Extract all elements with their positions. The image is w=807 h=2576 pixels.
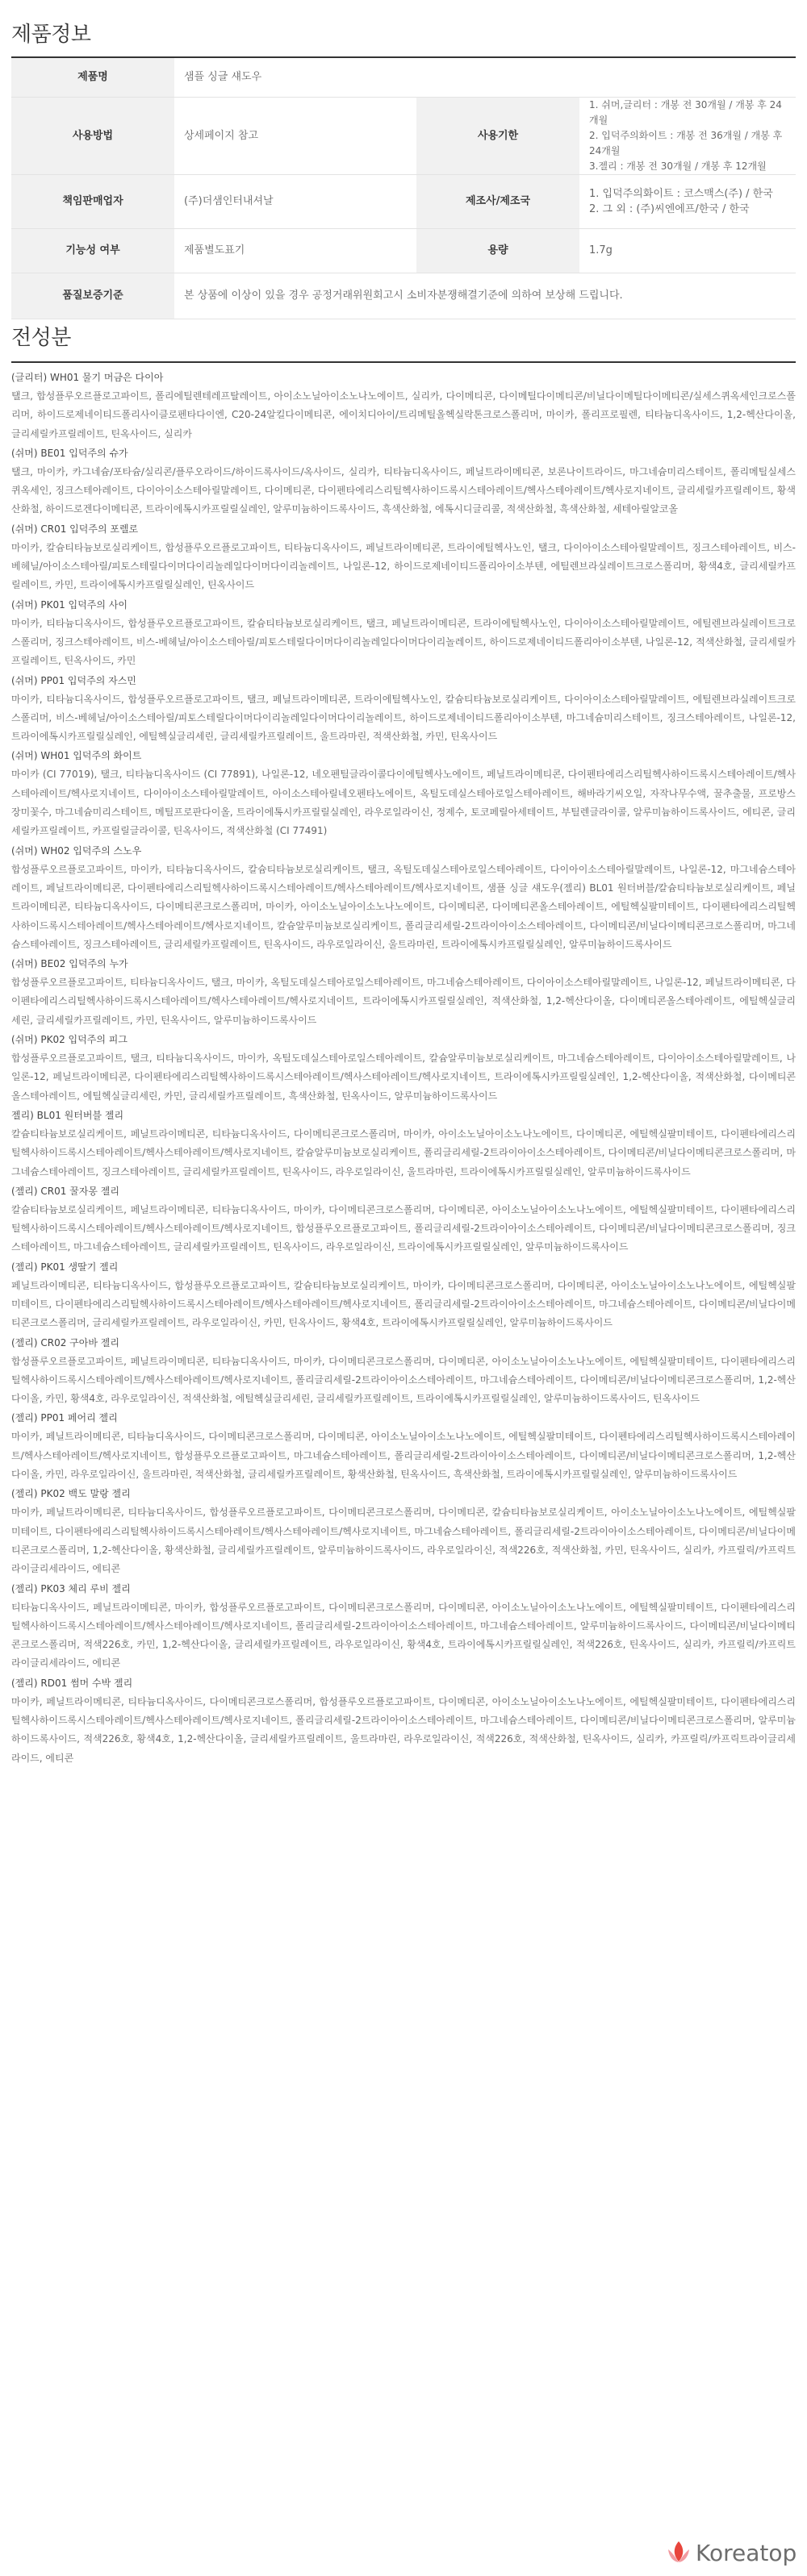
ingredient-text: 마이카, 칼슘티타늄보로실리케이트, 합성플루오르플로고파이트, 티타늄디옥사이드, 페닐트라이메티콘, 트라이에틸헥사노인, 탤크, 다이아이소스테아릴말레이트, 징크스테아레이트, 비스-베헤닐/아이소스테아릴/피토스테릴다이머다이리놀레일다이머다이리놀레이트, 나일론-12, 하이드로제네이티드폴리아이소부텐, 에틸렌브라실레이트크로스폴리머, 황색4호, 글리세릴카프릴레이트, 카민, 트라이에톡시카프릴릴실레인, 틴옥사이드 [11,541,796,591]
ingredient-text: 마이카 (CI 77019), 탤크, 티타늄디옥사이드 (CI 77891), 나일론-12, 네오펜틸글라이콜다이에틸헥사노에이트, 페닐트라이메티콘, 다이펜타에리스리틸헥사하이드록시스테아레이트/헥사스테아레이트/헥사로지네이트, 다이아이소스테아릴말레이트, 아이소스테아릴네오펜타노에이트, 옥틸도데실스테아로일스테아레이트, 해바라기씨오일, 자작나무수액, 꿀추출물, 프로방스장미꽃수, 마그네슘미리스테이트, 메틸프로판다이올, 트라이에톡시카프릴릴실레인, 라우로일라이신, 정제수, 토코페릴아세테이트, 부틸렌글라이콜, 알루미늄하이드록사이드, 에티콘, 글리세릴카프릴레이트, 카프릴릴글라이콜, 틴옥사이드, 적색산화철 (CI 77491) [11,769,796,837]
ingredient-text: 티타늄디옥사이드, 페닐트라이메티콘, 마이카, 합성플루오르플로고파이트, 다이메티콘크로스폴리머, 다이메티콘, 아이소노닐아이소노나노에이트, 에틸헥실팔미테이트, 다이펜타에리스리틸헥사하이드록시스테아레이트/헥사스테아레이트/헥사로지네이트, 폴리글리세릴-2트라이아이소스테아레이트, 마그네슘스테아레이트, 알루미늄하이드록사이드, 다이메티콘/비닐다이메티콘크로스폴리머, 적색226호, 카민, 1,2-헥산다이올, 글리세릴카프릴레이트, 라우로일라이신, 황색4호, 트라이에톡시카프릴릴실레인, 적색226호, 틴옥사이드, 실리카, 카프릴릭/카프릭트라이글리세라이드, 에티콘 [11,1601,796,1669]
ingredient-block [11,841,796,954]
ingredient-block [11,746,796,840]
ingredient-block [11,954,796,1030]
ingredient-block [11,1182,796,1257]
info-value-line: 제품별도표기 [184,244,245,256]
ingredient-text: 합성플루오르플로고파이트, 마이카, 티타늄디옥사이드, 칼슘티타늄보로실리케이트, 탤크, 옥틸도데실스테아로일스테아레이트, 다이아이소스테아릴말레이트, 나일론-12, 마그네슘스테아레이트, 페닐트라이메티콘, 다이펜타에리스리틸헥사하이드록시스테아레이트/헥사스테아레이트/헥사로지네이트, 샘플 싱글 섀도우(젤리) BL01 원터버블/칼슘티타늄보로실리케이트, 페닐트라이메티콘, 티타늄디옥사이드, 다이메티콘크로스폴리머, 마이카, 아이소노닐아이소노나노에이트, 다이메티콘, 다이메티콘올스테아레이트, 에틸헥실팔미테이트, 다이펜타에리스리틸헥사하이드록시스테아레이트/헥사스테아레이트/헥사로지네이트, 칼슘알루미늄보로실리케이트, 폴리글리세릴-2트라이아이소스테아레이트, 다이메티콘/비닐다이메티콘크로스폴리머, 마그네슘스테아레이트, 징크스테아레이트, 글리세릴카프릴레이트, 틴옥사이드, 라우로일라이신, 울트라마린, 트라이에톡시카프릴릴실레인, 알루미늄하이드록사이드 [11,863,796,950]
ingredient-shade-name: (젤리) RD01 썸머 수박 젤리 [11,1677,133,1689]
info-value-line: 3.젤리 : 개봉 전 30개월 / 개봉 후 12개월 [589,160,767,172]
ingredient-text: 합성플루오르플로고파이트, 티타늄디옥사이드, 탤크, 마이카, 옥틸도데실스테아로일스테아레이트, 마그네슘스테아레이트, 다이아이소스테아릴말레이트, 나일론-12, 페닐트라이메티콘, 다이펜타에리스리틸헥사하이드록시스테아레이트/헥사스테아레이트/헥사로지네이트, 트라이에톡시카프릴릴실레인, 적색산화철, 1,2-헥산다이올, 다이메티콘올스테아레이트, 에틸헥실글리세린, 글리세릴카프릴레이트, 카민, 틴옥사이드, 알루미늄하이드록사이드 [11,977,796,1026]
ingredient-block [11,1030,796,1106]
info-value-line: (주)더샘인터내셔날 [184,195,274,207]
info-value [174,273,796,319]
logo-wordmark: Koreatop [696,2539,797,2566]
ingredient-block [11,1674,796,1768]
ingredient-text: 칼슘티타늄보로실리케이트, 페닐트라이메티콘, 티타늄디옥사이드, 마이카, 다이메티콘크로스폴리머, 다이메티콘, 아이소노닐아이소노나노에이트, 에틸헥실팔미테이트, 다이펜타에리스리틸헥사하이드록시스테아레이트/헥사스테아레이트/헥사로지네이트, 합성플루오르플로고파이트, 폴리글리세릴-2트라이아이소스테아레이트, 다이메티콘/비닐다이메티콘크로스폴리머, 징크스테아레이트, 마그네슘스테아레이트, 글리세릴카프릴레이트, 틴옥사이드, 라우로일라이신, 트라이에톡시카프릴릴실레인, 알루미늄하이드록사이드 [11,1203,796,1253]
ingredient-text: 탤크, 마이카, 카그네슘/포타슘/실리콘/플루오라이드/하이드록사이드/옥사이드, 실리카, 티타늄디옥사이드, 페닐트라이메티콘, 보론나이트라이드, 마그네슘미리스테이트, 폴리메틸실세스퀴옥세인, 징크스테아레이트, 다이아이소스테아릴말레이트, 다이메티콘, 다이펜타에리스리틸헥사하이드록시스테아레이트/헥사스테아레이트/헥사로지네이트, 글리세릴카프릴레이트, 황색산화철, 하이드로겐다이메티콘, 트라이에톡시카프릴릴실레인, 알루미늄하이드록사이드, 흑색산화철, 에톡시디글리콜, 적색산화철, 흑색산화철, 세테아릴알코올 [11,465,796,515]
ingredient-block [11,1333,796,1409]
info-value-line: 본 상품에 이상이 있을 경우 공정거래위원회고시 소비자분쟁해결기준에 의하여 보상해 드립니다. [184,290,623,302]
product-info-title: 제품정보 [11,23,91,47]
info-label: 제품명 [11,58,174,97]
info-value [174,228,416,273]
info-value-line: 1. 입덕주의화이트 : 코스맥스(주) / 한국 [589,187,773,200]
info-value-line: 1. 쉬머,글리터 : 개봉 전 30개월 / 개봉 후 24개월 [589,98,782,126]
ingredient-text: 마이카, 페닐트라이메티콘, 티타늄디옥사이드, 합성플루오르플로고파이트, 다이메티콘크로스폴리머, 다이메티콘, 칼슘티타늄보로실리케이트, 아이소노닐아이소노나노에이트, 에틸헥실팔미테이트, 다이펜타에리스리틸헥사하이드록시스테아레이트/헥사스테아레이트/헥사로지네이트, 마그네슘스테아레이트, 폴리글리세릴-2트라이아이소스테아레이트, 다이메티콘/비닐다이메티콘크로스폴리머, 1,2-헥산다이올, 황색산화철, 글리세릴카프릴레이트, 알루미늄하이드록사이드, 라우로일라이신, 적색226호, 적색산화철, 카민, 틴옥사이드, 실리카, 카프릴릭/카프릭트라이글리세라이드, 에티콘 [11,1507,796,1575]
ingredient-text: 마이카, 페닐트라이메티콘, 티타늄디옥사이드, 다이메티콘크로스폴리머, 다이메티콘, 아이소노닐아이소노나노에이트, 에틸헥실팔미테이트, 다이펜타에리스리틸헥사하이드록시스테아레이트/헥사스테아레이트/헥사로지네이트, 합성플루오르플로고파이트, 마그네슘스테아레이트, 폴리글리세릴-2트라이아이소스테아레이트, 다이메티콘/비닐다이메티콘크로스폴리머, 1,2-헥산다이올, 카민, 라우로일라이신, 울트라마린, 적색산화철, 글리세릴카프릴레이트, 황색산화철, 틴옥사이드, 흑색산화철, 트라이에톡시카프릴릴실레인, 알루미늄하이드록사이드 [11,1431,796,1481]
ingredients-top-rule [11,361,796,363]
info-value [579,174,796,228]
info-value [579,228,796,273]
koreatop-logo [667,2539,797,2566]
ingredient-text: 합성플루오르플로고파이트, 탤크, 티타늄디옥사이드, 마이카, 옥틸도데실스테아로일스테아레이트, 칼슘알루미늄보로실리케이트, 마그네슘스테아레이트, 다이아이소스테아릴말레이트, 나일론-12, 페닐트라이메티콘, 다이펜타에리스리틸헥사하이드록시스테아레이트/헥사스테아레이트/헥사로지네이트, 트라이에톡시카프릴릴실레인, 1,2-헥산다이올, 적색산화철, 다이메티콘올스테아레이트, 에틸헥실글리세린, 카민, 글리세릴카프릴레이트, 흑색산화철, 틴옥사이드, 알루미늄하이드록사이드 [11,1052,796,1102]
ingredient-block [11,444,796,519]
ingredient-block [11,671,796,747]
ingredient-shade-name: (글리터) WH01 물기 머금은 다이아 [11,372,164,383]
info-value [174,97,416,174]
ingredient-shade-name: (젤리) PK01 생딸기 젤리 [11,1261,119,1273]
ingredient-shade-name: (쉬머) CR01 입덕주의 포렐로 [11,523,139,535]
ingredient-block [11,368,796,444]
ingredient-shade-name: (젤리) CR01 꿀자몽 젤리 [11,1185,119,1197]
ingredient-shade-name: (쉬머) BE01 입덕주의 슈가 [11,447,128,459]
info-label: 품질보증기준 [11,273,174,319]
info-label: 사용방법 [11,97,174,174]
ingredient-block [11,519,796,595]
info-value-line: 1.7g [589,244,613,256]
ingredient-text: 마이카, 페닐트라이메티콘, 티타늄디옥사이드, 다이메티콘크로스폴리머, 합성플루오르플로고파이트, 다이메티콘, 아이소노닐아이소노나노에이트, 에틸헥실팔미테이트, 다이펜타에리스리틸헥사하이드록시스테아레이트/헥사스테아레이트/헥사로지네이트, 폴리글리세릴-2트라이아이소스테아레이트, 마그네슘스테아레이트, 다이메티콘/비닐다이메티콘크로스폴리머, 알루미늄하이드록사이드, 적색226호, 황색4호, 1,2-헥산다이올, 글리세릴카프릴레이트, 울트라마린, 라우로일라이신, 적색226호, 적색산화철, 틴옥사이드, 실리카, 카프릴릭/카프릭트라이글리세라이드, 에티콘 [11,1695,796,1764]
info-row [11,273,796,319]
ingredient-shade-name: (쉬머) WH01 입덕주의 화이트 [11,750,142,762]
ingredient-shade-name: (젤리) PK02 백도 말랑 젤리 [11,1488,131,1500]
info-value [579,97,796,174]
info-label: 기능성 여부 [11,228,174,273]
info-row [11,228,796,273]
ingredient-shade-name: (쉬머) PP01 입덕주의 자스민 [11,674,136,686]
ingredient-text: 탤크, 합성플루오르플로고파이트, 폴리에틸렌테레프탈레이트, 아이소노닐아이소노나노에이트, 실리카, 다이메티콘, 다이메틸다이메티콘/비닐다이메틸다이메티콘/실세스퀴옥세인크로스폴리머, 하이드로제네이티드폴리사이클로펜타다이엔, C20-24알킬다이메티콘, 에이치디아이/트리메틸올헥실락톤크로스폴리머, 마이카, 폴리프로필렌, 티타늄디옥사이드, 1,2-헥산다이올, 글리세릴카프릴레이트, 틴옥사이드, 실리카 [11,390,796,440]
info-label: 용량 [416,228,579,273]
info-value [174,174,416,228]
ingredient-text: 합성플루오르플로고파이트, 페닐트라이메티콘, 티타늄디옥사이드, 마이카, 다이메티콘크로스폴리머, 다이메티콘, 아이소노닐아이소노나노에이트, 에틸헥실팔미테이트, 다이펜타에리스리틸헥사하이드록시스테아레이트/헥사스테아레이트/헥사로지네이트, 폴리글리세릴-2트라이아이소스테아레이트, 마그네슘스테아레이트, 다이메티콘/비닐다이메티콘크로스폴리머, 1,2-헥산다이올, 카민, 황색4호, 라우로일라이신, 적색산화철, 에틸헥실글리세린, 글리세릴카프릴레이트, 트라이에톡시카프릴릴실레인, 알루미늄하이드록사이드, 틴옥사이드 [11,1355,796,1405]
product-info-table [11,58,796,319]
ingredient-text: 마이카, 티타늄디옥사이드, 합성플루오르플로고파이트, 탤크, 페닐트라이메티콘, 트라이에틸헥사노인, 칼슘티타늄보로실리케이트, 다이아이소스테아릴말레이트, 에틸렌브라실레이트크로스폴리머, 비스-베헤닐/아이소스테아릴/피토스테릴다이머다이리놀레일다이머다이리놀레이트, 하이드로제네이티드폴리아이소부텐, 마그네슘미리스테이트, 징크스테아레이트, 나일론-12, 트라이에톡시카프릴릴실레인, 에틸헥실글리세린, 글리세릴카프릴레이트, 울트라마린, 적색산화철, 카민, 틴옥사이드 [11,693,796,743]
ingredient-shade-name: (쉬머) PK02 입덕주의 피그 [11,1034,128,1046]
ingredient-block [11,1484,796,1578]
info-value-line: 2. 입덕주의화이트 : 개봉 전 36개월 / 개봉 후 24개월 [589,129,783,156]
info-label: 사용기한 [416,97,579,174]
ingredient-block [11,1579,796,1674]
ingredients-list [11,368,796,1768]
info-value-line: 샘플 싱글 섀도우 [184,71,262,84]
info-row [11,58,796,97]
info-value-line: 상세페이지 참고 [184,129,259,142]
ingredient-block [11,595,796,671]
info-row [11,97,796,174]
info-label: 제조사/제조국 [416,174,579,228]
ingredient-shade-name: (쉬머) PK01 입덕주의 사이 [11,598,128,611]
ingredient-text: 칼슘티타늄보로실리케이트, 페닐트라이메티콘, 티타늄디옥사이드, 다이메티콘크로스폴리머, 마이카, 아이소노닐아이소노나노에이트, 다이메티콘, 에틸헥실팔미테이트, 다이펜타에리스리틸헥사하이드록시스테아레이트/헥사스테아레이트/헥사로지네이트, 칼슘알루미늄보로실리케이트, 폴리글리세릴-2트라이아이소스테아레이트, 다이메티콘/비닐다이메티콘크로스폴리머, 마그네슘스테아레이트, 징크스테아레이트, 글리세릴카프릴레이트, 틴옥사이드, 라우로일라이신, 울트라마린, 트라이에톡시카프릴릴실레인, 알루미늄하이드록사이드 [11,1128,796,1178]
info-value-line: 2. 그 외 : (주)씨엔에프/한국 / 한국 [589,202,750,215]
info-row [11,174,796,228]
ingredient-text: 마이카, 티타늄디옥사이드, 합성플루오르플로고파이트, 칼슘티타늄보로실리케이트, 탤크, 페닐트라이메티콘, 트라이에틸헥사노인, 다이아이소스테아릴말레이트, 에틸렌브라실레이트크로스폴리머, 징크스테아레이트, 비스-베헤닐/아이소스테아릴/피토스테릴다이머다이리놀레일다이머다이리놀레이트, 하이드로제네이티드폴리아이소부텐, 나일론-12, 적색산화철, 글리세릴카프릴레이트, 틴옥사이드, 카민 [11,617,796,667]
ingredient-text: 페닐트라이메티콘, 티타늄디옥사이드, 합성플루오르플로고파이트, 칼슘티타늄보로실리케이트, 마이카, 다이메티콘크로스폴리머, 다이메티콘, 아이소노닐아이소노나노에이트, 에틸헥실팔미테이트, 다이펜타에리스리틸헥사하이드록시스테아레이트/헥사스테아레이트/헥사로지네이트, 폴리글리세릴-2트라이아이소스테아레이트, 마그네슘스테아레이트, 다이메티콘/비닐다이메티콘크로스폴리머, 글리세릴카프릴레이트, 라우로일라이신, 카민, 틴옥사이드, 황색4호, 트라이에톡시카프릴릴실레인, 알루미늄하이드록사이드 [11,1279,796,1329]
ingredient-shade-name: 젤리) BL01 원터버블 젤리 [11,1109,124,1121]
ingredient-shade-name: (젤리) PK03 체리 루비 젤리 [11,1582,131,1594]
info-label: 책임판매업자 [11,174,174,228]
lotus-logo-icon [667,2539,691,2566]
ingredient-block [11,1106,796,1182]
info-value [174,58,796,97]
ingredient-shade-name: (젤리) CR02 구아바 젤리 [11,1336,119,1348]
ingredient-block [11,1408,796,1484]
ingredients-title: 전성분 [11,326,71,350]
ingredient-block [11,1257,796,1333]
ingredient-shade-name: (쉬머) WH02 입덕주의 스노우 [11,844,142,857]
ingredient-shade-name: (젤리) PP01 페어리 젤리 [11,1412,118,1424]
ingredient-shade-name: (쉬머) BE02 입덕주의 누가 [11,958,128,970]
